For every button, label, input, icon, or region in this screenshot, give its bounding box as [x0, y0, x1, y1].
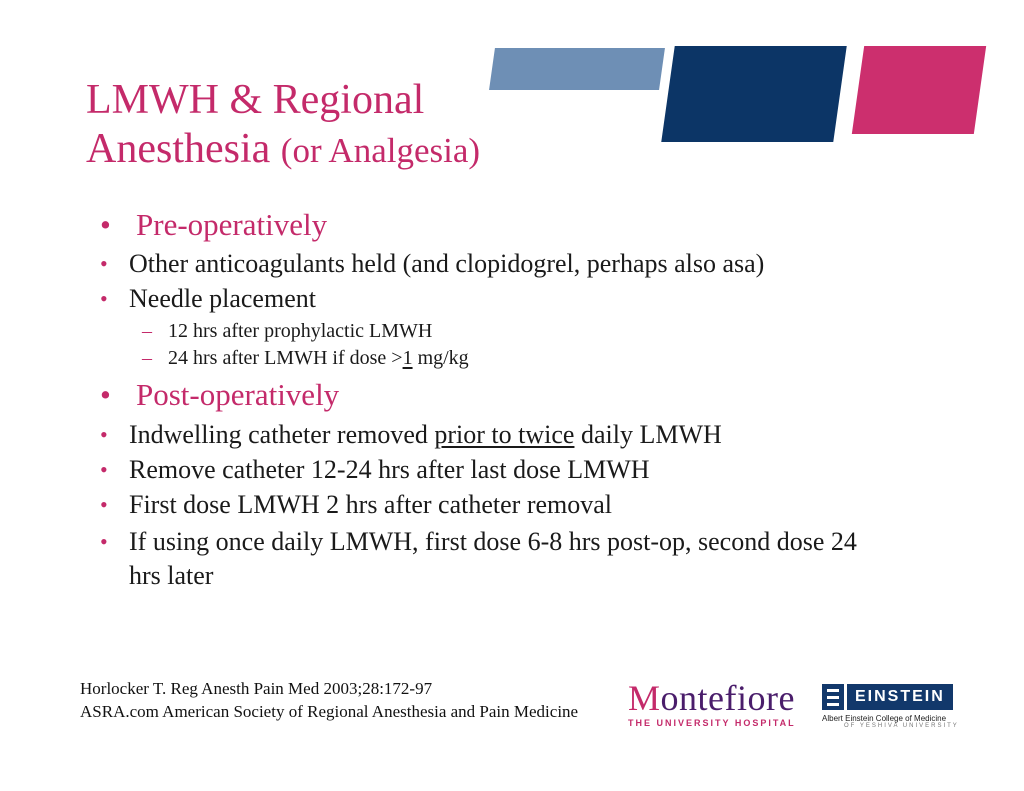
bullet-icon: •: [100, 491, 108, 517]
list-item: [100, 455, 860, 484]
list-item-text-after: daily LMWH: [574, 419, 722, 449]
reference-1: Horlocker T. Reg Anesth Pain Med 2003;28:172-97: [80, 679, 433, 698]
list-item: [100, 420, 860, 449]
bullet-icon: •: [100, 286, 108, 312]
section-heading-text: Post-operatively: [136, 377, 340, 413]
references: [80, 678, 578, 724]
decor-bar-dark: [661, 46, 846, 142]
bullet-icon: •: [100, 421, 108, 447]
sub-item: [100, 319, 860, 343]
list-item: [100, 284, 860, 313]
decor-bar-pink: [852, 46, 986, 134]
bullet-icon: •: [100, 251, 108, 277]
list-item-text: Other anticoagulants held (and clopidogrel, perhaps also asa): [129, 249, 765, 279]
list-item-text-underlined: prior to twice: [434, 419, 575, 449]
section-heading-post: [100, 376, 860, 413]
einstein-name: EINSTEIN: [847, 684, 953, 710]
einstein-badge: [822, 684, 962, 710]
section-heading-pre: [100, 206, 860, 243]
title-main: Anesthesia: [86, 125, 271, 172]
montefiore-initial: M: [628, 678, 661, 718]
sub-item: [100, 346, 860, 370]
montefiore-logo: [628, 680, 796, 730]
list-item-text: If using once daily LMWH, first dose 6-8 hrs post-op, second dose 24 hrs later: [129, 526, 857, 590]
decor-bar-light: [489, 48, 665, 90]
einstein-university-name: OF YESHIVA UNIVERSITY: [844, 723, 959, 729]
list-item-text: Needle placement: [129, 284, 316, 314]
reference-2: ASRA.com American Society of Regional Anesthesia and Pain Medicine: [80, 701, 579, 721]
sub-item-text-after: mg/kg: [412, 347, 469, 370]
einstein-college-name: Albert Einstein College of Medicine: [822, 714, 947, 723]
title-line-1: LMWH & Regional: [86, 77, 425, 123]
title-subtitle: (or Analgesia): [280, 130, 481, 170]
list-item-text: Remove catheter 12-24 hrs after last dose LMWH: [129, 454, 650, 484]
montefiore-tagline: THE UNIVERSITY HOSPITAL: [628, 718, 796, 728]
list-item-text: First dose LMWH 2 hrs after catheter removal: [129, 489, 613, 519]
einstein-logo: [822, 684, 962, 736]
sub-item-text-underlined: 1: [402, 347, 413, 370]
montefiore-rest: ontefiore: [660, 678, 795, 718]
bullet-icon: •: [100, 377, 111, 413]
list-item: [100, 525, 860, 593]
bullet-icon: •: [100, 207, 111, 242]
bullet-icon: •: [100, 528, 108, 554]
bullet-icon: •: [100, 456, 108, 482]
title-line-2: [86, 125, 480, 174]
list-item-text-before: Indwelling catheter removed: [129, 419, 435, 449]
sub-item-text: 12 hrs after prophylactic LMWH: [168, 320, 433, 343]
list-item: [100, 249, 860, 278]
dash-icon: –: [142, 320, 152, 343]
montefiore-wordmark: [628, 680, 796, 716]
slide-content: [100, 206, 860, 599]
slide-title: [86, 76, 480, 173]
list-item: [100, 490, 860, 519]
dash-icon: –: [142, 347, 152, 370]
sub-item-text-before: 24 hrs after LMWH if dose >: [168, 347, 403, 370]
einstein-mark-icon: [822, 684, 844, 710]
section-heading-text: Pre-operatively: [136, 207, 328, 242]
